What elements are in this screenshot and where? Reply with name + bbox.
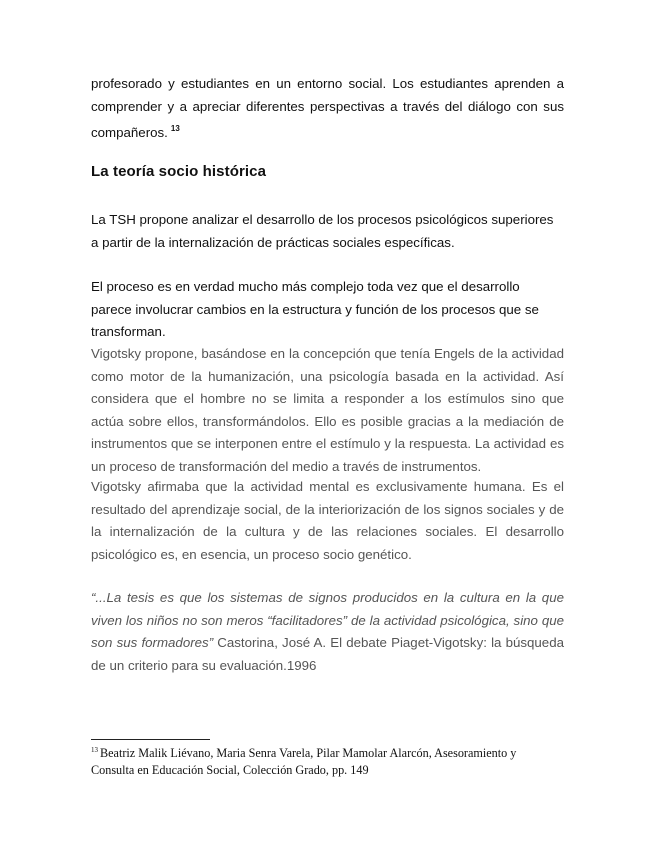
footnote-number: 13 bbox=[91, 746, 98, 754]
footnote bbox=[91, 742, 561, 779]
footnote-text: Beatriz Malik Liévano, Maria Senra Varela, Pilar Mamolar Alarcón, Asesoramiento y Consulta en Educación Social, Colección Grado, pp. 149 bbox=[91, 746, 517, 777]
paragraph-tsh: La TSH propone analizar el desarrollo de los procesos psicológicos superiores a partir de la internalización de prácticas sociales específicas. bbox=[91, 212, 554, 250]
paragraph-intro bbox=[91, 73, 564, 145]
quote-citation: Castorina, José A. El debate Piaget-Vigotsky: la búsqueda de un criterio para su evaluación.1996 bbox=[91, 635, 564, 673]
footnote-reference[interactable]: 13 bbox=[170, 124, 180, 133]
section-heading: La teoría socio histórica bbox=[91, 163, 267, 180]
footnote-separator bbox=[91, 739, 210, 740]
quote-text: “...La tesis es que los sistemas de signos producidos en la cultura en la que viven los niños no son meros “facilitadores” de la actividad psicológica, sino que son sus formadores” bbox=[91, 590, 564, 650]
paragraph-intro-text: profesorado y estudiantes en un entorno social. Los estudiantes aprenden a comprender y a apreciar diferentes perspectivas a través del diálogo con sus compañeros. bbox=[91, 76, 564, 140]
quote-paragraph bbox=[91, 587, 564, 677]
paragraph-process: El proceso es en verdad mucho más complejo toda vez que el desarrollo parece involucrar cambios en la estructura y función de los procesos que se transforman. bbox=[91, 279, 539, 339]
paragraph-vigotsky-mental: Vigotsky afirmaba que la actividad mental es exclusivamente humana. Es el resultado del aprendizaje social, de la interiorización de los signos sociales y de la internalización de la cultura y de las relaciones sociales. El desarrollo psicológico es, en esencia, un proceso socio genético. bbox=[91, 479, 564, 562]
paragraph-vigotsky-activity: Vigotsky propone, basándose en la concepción que tenía Engels de la actividad como motor de la humanización, una psicología basada en la actividad. Así considera que el hombre no se limita a responder a los estímulos sino que actúa sobre ellos, transformándolos. Ello es posible gracias a la mediación de instrumentos que se interponen entre el estímulo y la respuesta. La actividad es un proceso de transformación del medio a través de instrumentos. bbox=[91, 346, 564, 474]
